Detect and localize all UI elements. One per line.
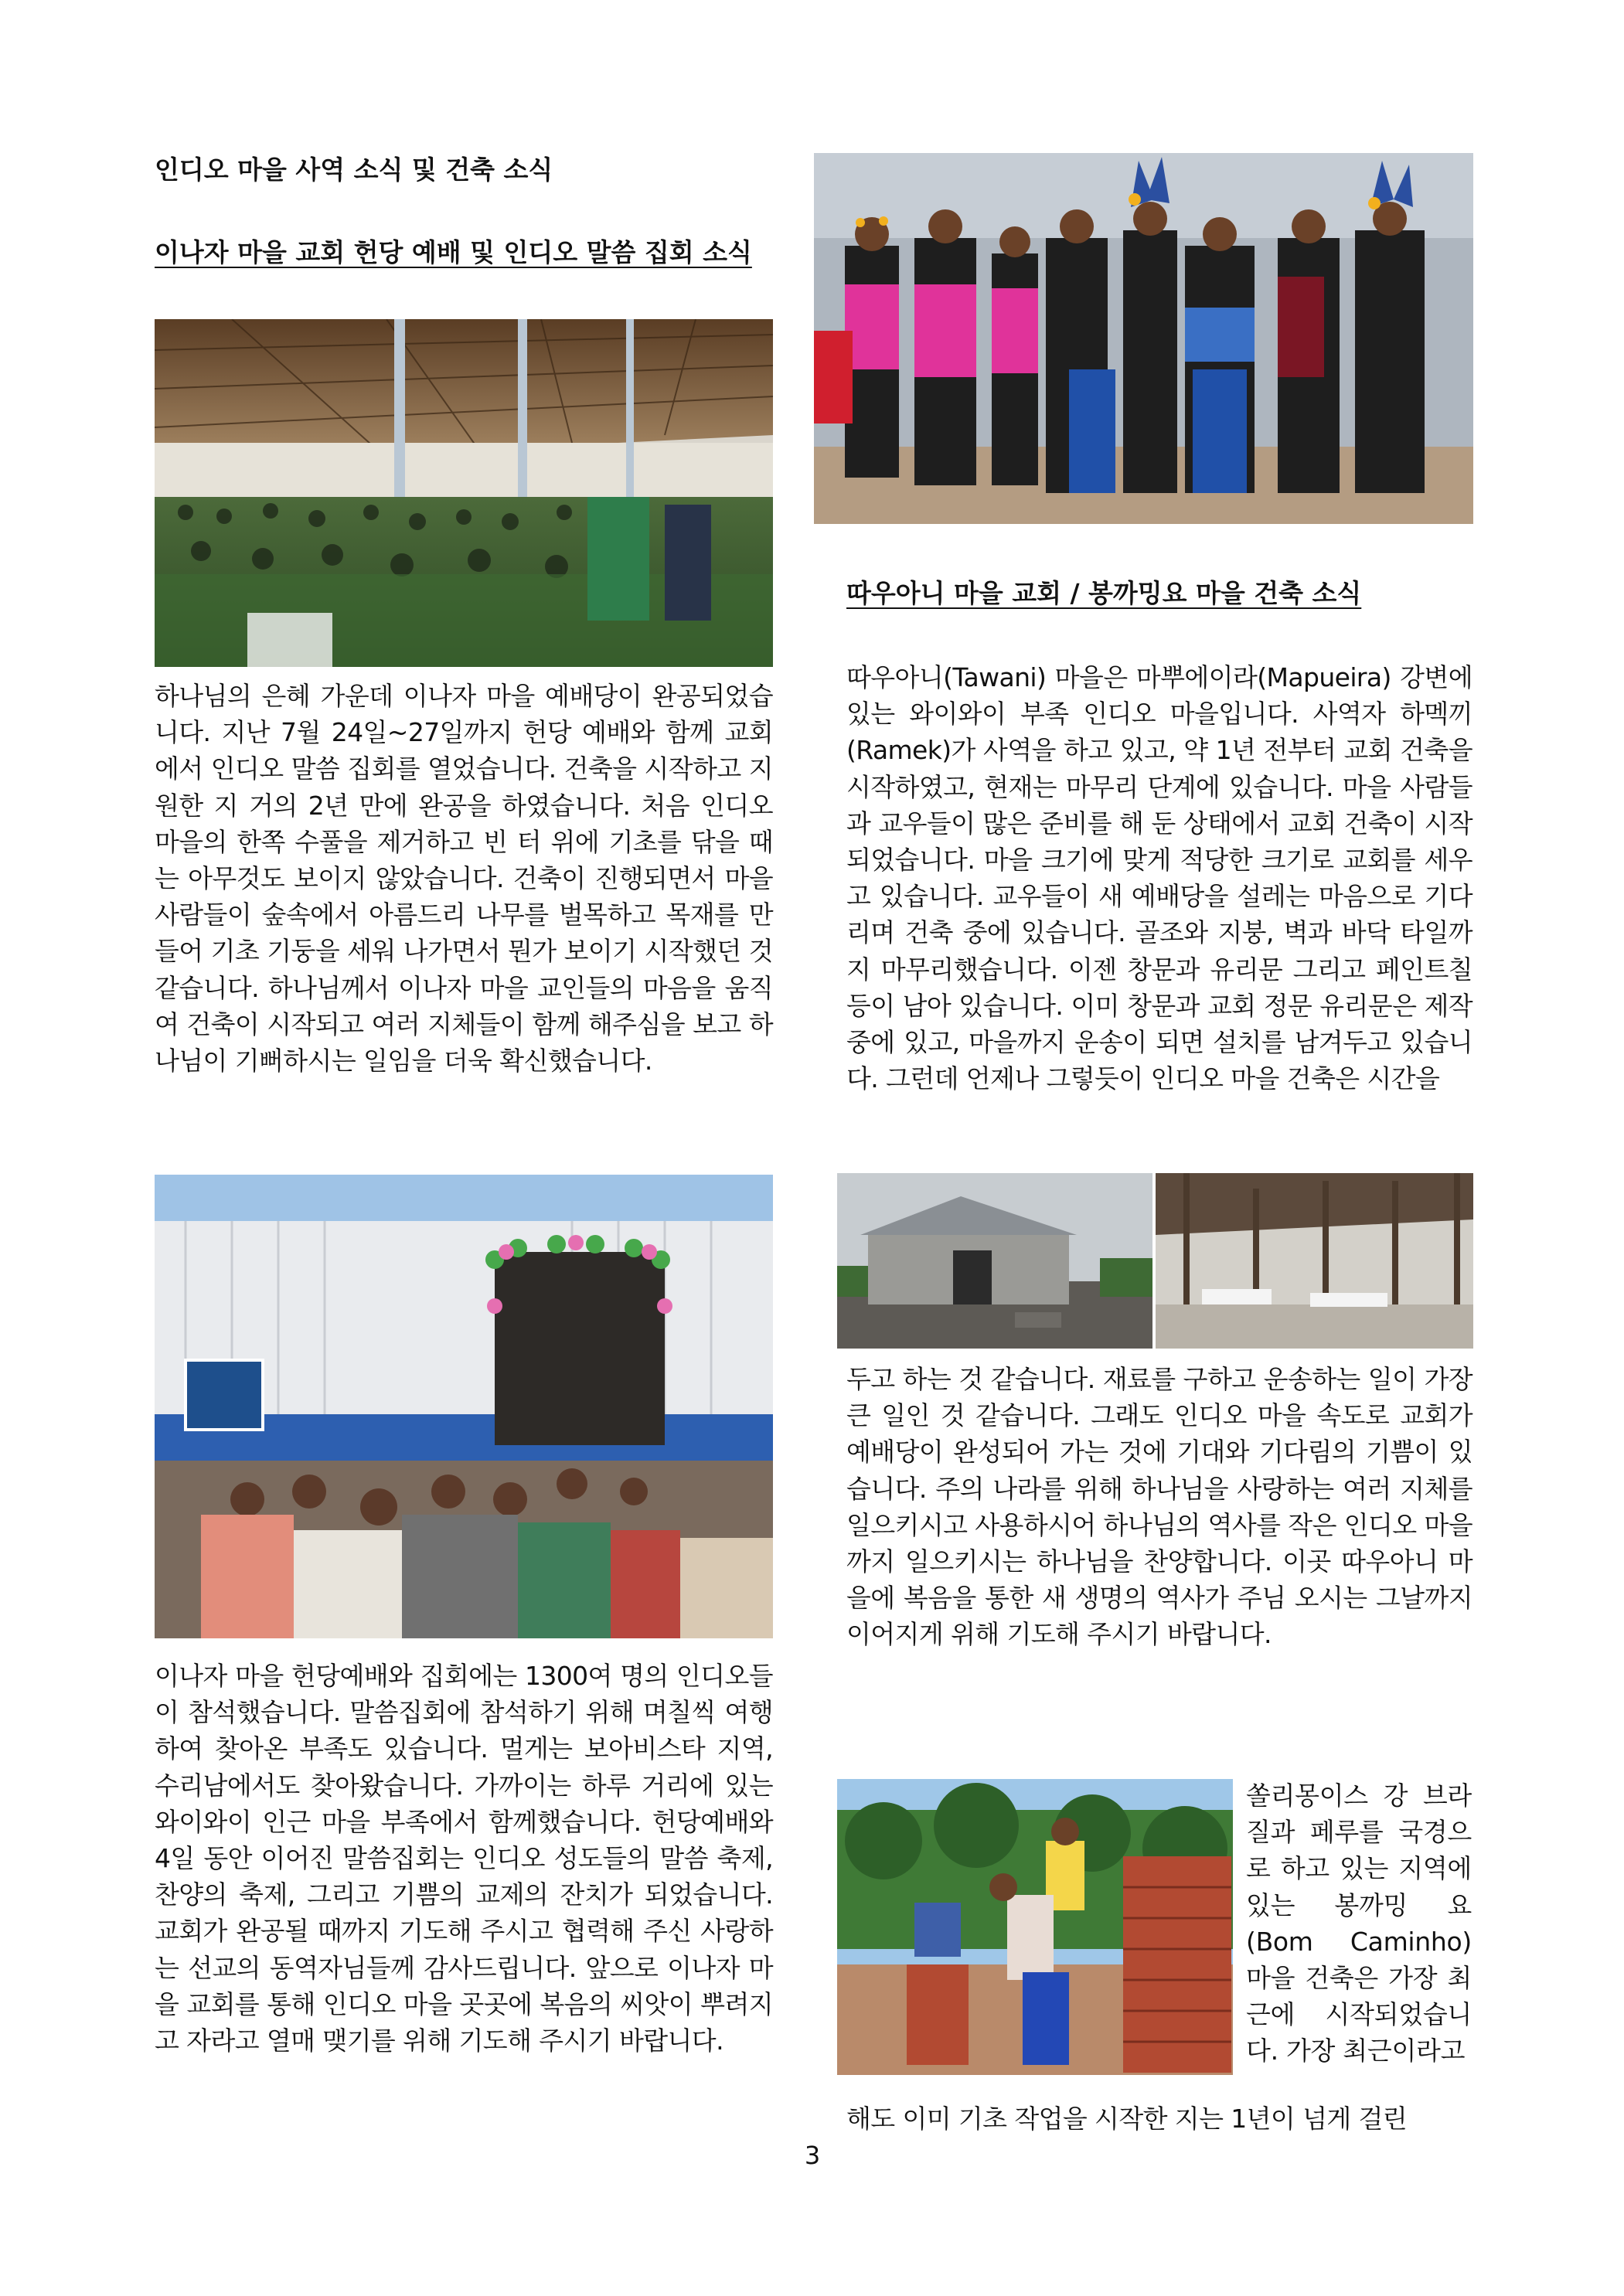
section2-paragraph-3-side: 쏠리몽이스 강 브라질과 페루를 국경으로 하고 있는 지역에 있는 봉까밍 요 (Bom Caminho) 마을 건축은 가장 최근에 시작되었습니다. 가장 최근이라고 <box>1246 1781 1472 2066</box>
page-title: 인디오 마을 사역 소식 및 건축 소식 <box>155 155 553 185</box>
church-entrance-photo <box>155 1175 773 1638</box>
church-hall-crowd-photo <box>155 319 773 667</box>
page-number: 3 <box>804 2141 821 2170</box>
church-building-exterior-photo <box>837 1173 1152 1349</box>
section2-paragraph-1: 따우아니(Tawani) 마을은 마뿌에이라(Mapueira) 강변에 있는 와이와이 부족 인디오 마을입니다. 사역자 하멕끼(Ramek)가 사역을 하고 있고, 약 1년 전부터 교회 건축을 시작하였고, 현재는 마무리 단계에 있습니다. 마을 사람들과 교우들이 많은 준비를 해 둔 상태에서 교회 건축이 시작되었습니다. 마을 크기에 맞게 적당한 크기로 교회를 세우고 있습니다. 교우들이 새 예배당을 설레는 마음으로 기다리며 건축 중에 있습니다. 골조와 지붕, 벽과 바닥 타일까지 마무리했습니다. 이젠 창문과 유리문 그리고 페인트칠 등이 남아 있습니다. 이미 창문과 교회 정문 유리문은 제작 중에 있고, 마을까지 운송이 되면 설치를 남겨두고 있습니다. 그런데 언제나 그렇듯이 인디오 마을 건축은 시간을 <box>846 662 1472 1094</box>
section2-heading: 따우아니 마을 교회 / 봉까밍요 마을 건축 소식 <box>846 578 1362 608</box>
section1-paragraph-1: 하나님의 은혜 가운데 이나자 마을 예배당이 완공되었습니다. 지난 7월 24일~27일까지 헌당 예배와 함께 교회에서 인디오 말씀 집회를 열었습니다. 건축을 시작하고 지원한 지 거의 2년 만에 완공을 하였습니다. 처음 인디오 마을의 한쪽 수풀을 제거하고 빈 터 위에 기초를 닦을 때는 아무것도 보이지 않았습니다. 건축이 진행되면서 마을 사람들이 숲속에서 아름드리 나무를 벌목하고 목재를 만들어 기초 기둥을 세워 나가면서 뭔가 보이기 시작했던 것 같습니다. 하나님께서 이나자 마을 교인들의 마음을 움직여 건축이 시작되고 여러 지체들이 함께 해주심을 보고 하나님이 기뻐하시는 일임을 더욱 확신했습니다. <box>155 681 773 1077</box>
indigenous-gathering-photo <box>814 153 1473 524</box>
church-interior-frame-photo <box>1156 1173 1473 1349</box>
section2-paragraph-3-continued: 해도 이미 기초 작업을 시작한 지는 1년이 넘게 걸린 <box>846 2104 1408 2134</box>
section1-paragraph-2: 이나자 마을 헌당예배와 집회에는 1300여 명의 인디오들이 참석했습니다. 말씀집회에 참석하기 위해 며칠씩 여행하여 찾아온 부족도 있습니다. 멀게는 보아비스타 지역, 수리남에서도 찾아왔습니다. 가까이는 하루 거리에 있는 와이와이 인근 마을 부족에서 함께했습니다. 헌당예배와 4일 동안 이어진 말씀집회는 인디오 성도들의 말씀 축제, 찬양의 축제, 그리고 기쁨의 교제의 잔치가 되었습니다. 교회가 완공될 때까지 기도해 주시고 협력해 주신 사랑하는 선교의 동역자님들께 감사드립니다. 앞으로 이나자 마을 교회를 통해 인디오 마을 곳곳에 복음의 씨앗이 뿌려지고 자라고 열매 맺기를 위해 기도해 주시기 바랍니다. <box>155 1661 773 2056</box>
brick-construction-photo <box>837 1779 1233 2075</box>
section1-heading: 이나자 마을 교회 헌당 예배 및 인디오 말씀 집회 소식 <box>155 237 752 267</box>
section2-paragraph-2: 두고 하는 것 같습니다. 재료를 구하고 운송하는 일이 가장 큰 일인 것 같습니다. 그래도 인디오 마을 속도로 교회가 예배당이 완성되어 가는 것에 기대와 기다림의 기쁨이 있습니다. 주의 나라를 위해 하나님을 사랑하는 여러 지체를 일으키시고 사용하시어 하나님의 역사를 작은 인디오 마을까지 일으키시는 하나님을 찬양합니다. 이곳 따우아니 마을에 복음을 통한 새 생명의 역사가 주님 오시는 그날까지 이어지게 위해 기도해 주시기 바랍니다. <box>846 1364 1473 1650</box>
